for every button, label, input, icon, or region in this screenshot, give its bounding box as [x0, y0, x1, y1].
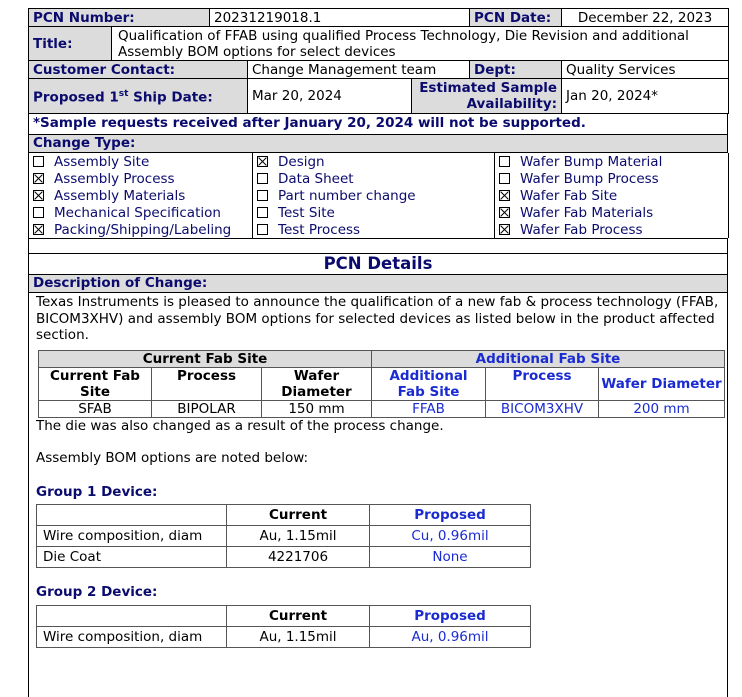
- change-type-label: Data Sheet: [278, 170, 354, 187]
- change-type-cell: [29, 170, 253, 187]
- change-type-cell: [253, 153, 495, 170]
- unchecked-box-icon[interactable]: [33, 156, 44, 167]
- change-type-cell: [253, 170, 495, 187]
- group2-title: Group 2 Device:: [36, 584, 158, 600]
- fab-cell: 200 mm: [599, 400, 725, 417]
- bom-proposed-value: None: [370, 547, 531, 568]
- checked-box-icon[interactable]: [33, 173, 44, 184]
- bom-row-label: Wire composition, diam: [37, 526, 227, 547]
- fab-col-header: Process: [486, 367, 599, 400]
- bom-current-value: 4221706: [227, 547, 370, 568]
- change-type-label: Wafer Fab Process: [520, 221, 643, 238]
- description-body: [28, 293, 728, 697]
- bom-header-blank: [37, 505, 227, 526]
- fab-col-header: Process: [152, 367, 262, 400]
- change-type-label: Wafer Fab Materials: [520, 204, 654, 221]
- fab-cell: 150 mm: [262, 400, 372, 417]
- checked-box-icon[interactable]: [499, 190, 510, 201]
- fab-col-header: Additional Fab Site: [372, 367, 486, 400]
- change-type-label: Packing/Shipping/Labeling: [54, 221, 232, 238]
- checked-box-icon[interactable]: [33, 190, 44, 201]
- description-text: Texas Instruments is pleased to announce the qualification of a new fab & process technology (FFAB, BICOM3XHV) and assembly BOM options for selected devices as listed below in the product affected section.: [36, 294, 719, 343]
- customer-contact-label: Customer Contact:: [29, 61, 248, 79]
- bom-row-label: Wire composition, diam: [37, 626, 227, 647]
- checked-box-icon[interactable]: [499, 207, 510, 218]
- change-type-cell: [29, 221, 253, 238]
- bom-col-current: Current: [227, 605, 370, 626]
- change-type-cell: [29, 204, 253, 221]
- unchecked-box-icon[interactable]: [33, 207, 44, 218]
- dept-value: Quality Services: [562, 61, 729, 79]
- change-type-row: [29, 153, 729, 170]
- current-fab-group-header: Current Fab Site: [39, 350, 372, 367]
- change-type-label: Mechanical Specification: [54, 204, 221, 221]
- change-type-cell: [495, 170, 729, 187]
- checked-box-icon[interactable]: [499, 224, 510, 235]
- sample-availability-value: Jan 20, 2024*: [562, 79, 729, 114]
- additional-fab-group-header: Additional Fab Site: [372, 350, 725, 367]
- fab-col-header: Wafer Diameter: [262, 367, 372, 400]
- fab-cell: SFAB: [39, 400, 152, 417]
- bom-header-blank: [37, 605, 227, 626]
- sample-note: *Sample requests received after January 20, 2024 will not be supported.: [28, 114, 728, 134]
- change-type-cell: [495, 204, 729, 221]
- group1-table: [36, 504, 531, 568]
- bom-col-current: Current: [227, 505, 370, 526]
- change-type-cell: [253, 204, 495, 221]
- pcn-header-table: [28, 8, 729, 114]
- pcn-document: [28, 8, 728, 697]
- unchecked-box-icon[interactable]: [499, 156, 510, 167]
- change-type-cell: [495, 153, 729, 170]
- unchecked-box-icon[interactable]: [257, 224, 268, 235]
- change-type-label: Test Process: [278, 221, 361, 238]
- change-type-row: [29, 170, 729, 187]
- bom-proposed-value: Au, 0.96mil: [370, 626, 531, 647]
- fab-cell: BICOM3XHV: [486, 400, 599, 417]
- fab-site-table: [38, 350, 725, 418]
- change-type-label: Wafer Bump Material: [520, 153, 663, 170]
- pcn-number-label: PCN Number:: [29, 9, 210, 27]
- dept-label: Dept:: [470, 61, 562, 79]
- ship-date-value: Mar 20, 2024: [248, 79, 412, 114]
- unchecked-box-icon[interactable]: [257, 173, 268, 184]
- sample-availability-label: Estimated Sample Availability:: [412, 79, 562, 114]
- pcn-date-label: PCN Date:: [470, 9, 562, 27]
- change-type-label: Wafer Bump Process: [520, 170, 659, 187]
- change-type-label: Test Site: [278, 204, 335, 221]
- pcn-number-value: 20231219018.1: [210, 9, 470, 27]
- pcn-date-value: December 22, 2023: [562, 9, 729, 27]
- change-type-label: Design: [278, 153, 325, 170]
- change-type-cell: [253, 187, 495, 204]
- unchecked-box-icon[interactable]: [499, 173, 510, 184]
- bom-col-proposed: Proposed: [370, 505, 531, 526]
- change-type-row: [29, 187, 729, 204]
- checked-box-icon[interactable]: [257, 156, 268, 167]
- change-type-row: [29, 221, 729, 238]
- bom-note: Assembly BOM options are noted below:: [36, 450, 309, 466]
- change-type-cell: [495, 221, 729, 238]
- change-type-cell: [29, 153, 253, 170]
- customer-contact-value: Change Management team: [248, 61, 470, 79]
- group1-title: Group 1 Device:: [36, 483, 158, 500]
- description-label: Description of Change:: [28, 274, 728, 293]
- fab-cell: BIPOLAR: [152, 400, 262, 417]
- group2-table: [36, 605, 531, 648]
- change-type-cell: [29, 187, 253, 204]
- fab-col-header: Wafer Diameter: [599, 367, 725, 400]
- bom-row-label: Die Coat: [37, 547, 227, 568]
- title-label: Title:: [29, 27, 112, 61]
- title-value: Qualification of FFAB using qualified Process Technology, Die Revision and additional Assembly BOM options for select devices: [112, 27, 729, 61]
- change-type-label: Assembly Site: [54, 153, 150, 170]
- change-type-label: Assembly Materials: [54, 187, 186, 204]
- spacer-row: [28, 238, 728, 253]
- unchecked-box-icon[interactable]: [257, 190, 268, 201]
- ship-date-label: Proposed 1st Ship Date:: [29, 79, 248, 114]
- change-type-cell: [495, 187, 729, 204]
- checked-box-icon[interactable]: [33, 224, 44, 235]
- bom-proposed-value: Cu, 0.96mil: [370, 526, 531, 547]
- bom-current-value: Au, 1.15mil: [227, 526, 370, 547]
- change-type-label: Part number change: [278, 187, 416, 204]
- bom-current-value: Au, 1.15mil: [227, 626, 370, 647]
- change-type-label: Change Type:: [28, 134, 728, 153]
- change-type-label: Wafer Fab Site: [520, 187, 618, 204]
- fab-cell: FFAB: [372, 400, 486, 417]
- die-note: The die was also changed as a result of the process change.: [36, 417, 444, 434]
- change-type-label: Assembly Process: [54, 170, 175, 187]
- change-type-cell: [253, 221, 495, 238]
- fab-col-header: Current Fab Site: [39, 367, 152, 400]
- change-type-row: [29, 204, 729, 221]
- bom-col-proposed: Proposed: [370, 605, 531, 626]
- unchecked-box-icon[interactable]: [257, 207, 268, 218]
- pcn-details-title: PCN Details: [28, 253, 728, 274]
- change-type-table: [28, 153, 729, 238]
